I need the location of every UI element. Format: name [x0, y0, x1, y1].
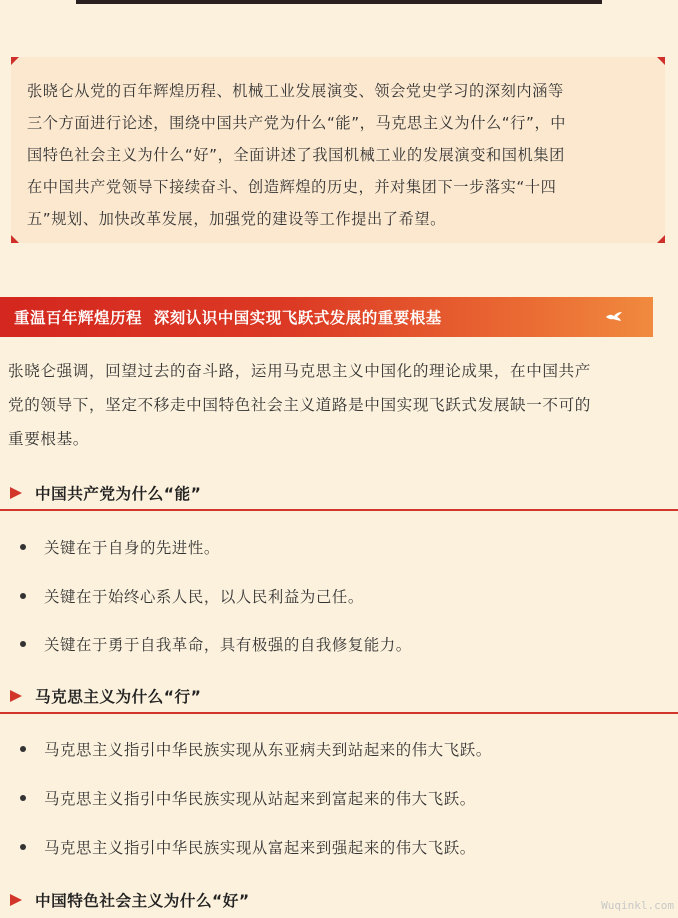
summary-box: [11, 57, 665, 243]
summary-line: 国特色社会主义为什么“好”，全面讲述了我国机械工业的发展演变和国机集团: [27, 146, 565, 164]
subsection-heading: [0, 680, 678, 714]
dove-icon: [605, 311, 623, 327]
list-item: [0, 737, 678, 761]
summary-line: 五”规划、加快改革发展，加强党的建设等工作提出了希望。: [27, 210, 446, 228]
corner-decoration-icon: [657, 57, 665, 65]
bullet-dot-icon: [20, 641, 26, 647]
corner-decoration-icon: [11, 235, 19, 243]
red-arrow-icon: [10, 487, 22, 499]
subsection-title: 中国特色社会主义为什么“好”: [35, 892, 250, 910]
bullet-dot-icon: [20, 844, 26, 850]
list-item-text: 关键在于自身的先进性。: [44, 539, 220, 557]
red-arrow-icon: [10, 690, 22, 702]
summary-line: 在中国共产党领导下接续奋斗、创造辉煌的历史，并对集团下一步落实“十四: [27, 178, 557, 196]
bullet-dot-icon: [20, 795, 26, 801]
bullet-dot-icon: [20, 544, 26, 550]
watermark: Wuqinkl.com: [601, 899, 674, 912]
list-item: [0, 535, 678, 559]
intro-line: 重要根基。: [8, 430, 89, 448]
subsection-title: 马克思主义为什么“行”: [35, 688, 202, 706]
list-item-text: 关键在于始终心系人民，以人民利益为己任。: [44, 588, 364, 606]
section-banner: [0, 297, 653, 337]
top-divider-bar: [76, 0, 602, 4]
summary-text: [27, 75, 649, 235]
red-arrow-icon: [10, 894, 22, 906]
bullet-dot-icon: [20, 746, 26, 752]
intro-line: 党的领导下，坚定不移走中国特色社会主义道路是中国实现飞跃式发展缺一不可的: [8, 396, 591, 414]
subsection-heading: [0, 477, 678, 511]
subsection-title: 中国共产党为什么“能”: [35, 485, 202, 503]
intro-line: 张晓仑强调，回望过去的奋斗路，运用马克思主义中国化的理论成果，在中国共产: [8, 362, 591, 380]
summary-line: 张晓仑从党的百年辉煌历程、机械工业发展演变、领会党史学习的深刻内涵等: [27, 82, 564, 100]
list-item: [0, 835, 678, 859]
summary-line: 三个方面进行论述，围绕中国共产党为什么“能”，马克思主义为什么“行”，中: [27, 114, 567, 132]
section-intro: [8, 354, 670, 456]
bullet-dot-icon: [20, 593, 26, 599]
section-title: 重温百年辉煌历程 深刻认识中国实现飞跃式发展的重要根基: [14, 309, 442, 327]
list-item-text: 马克思主义指引中华民族实现从东亚病夫到站起来的伟大飞跃。: [44, 741, 492, 759]
list-item-text: 马克思主义指引中华民族实现从富起来到强起来的伟大飞跃。: [44, 839, 476, 857]
corner-decoration-icon: [657, 235, 665, 243]
list-item-text: 关键在于勇于自我革命，具有极强的自我修复能力。: [44, 636, 412, 654]
list-item-text: 马克思主义指引中华民族实现从站起来到富起来的伟大飞跃。: [44, 790, 476, 808]
list-item: [0, 786, 678, 810]
corner-decoration-icon: [11, 57, 19, 65]
list-item: [0, 632, 678, 656]
list-item: [0, 584, 678, 608]
subsection-heading: [0, 883, 678, 917]
